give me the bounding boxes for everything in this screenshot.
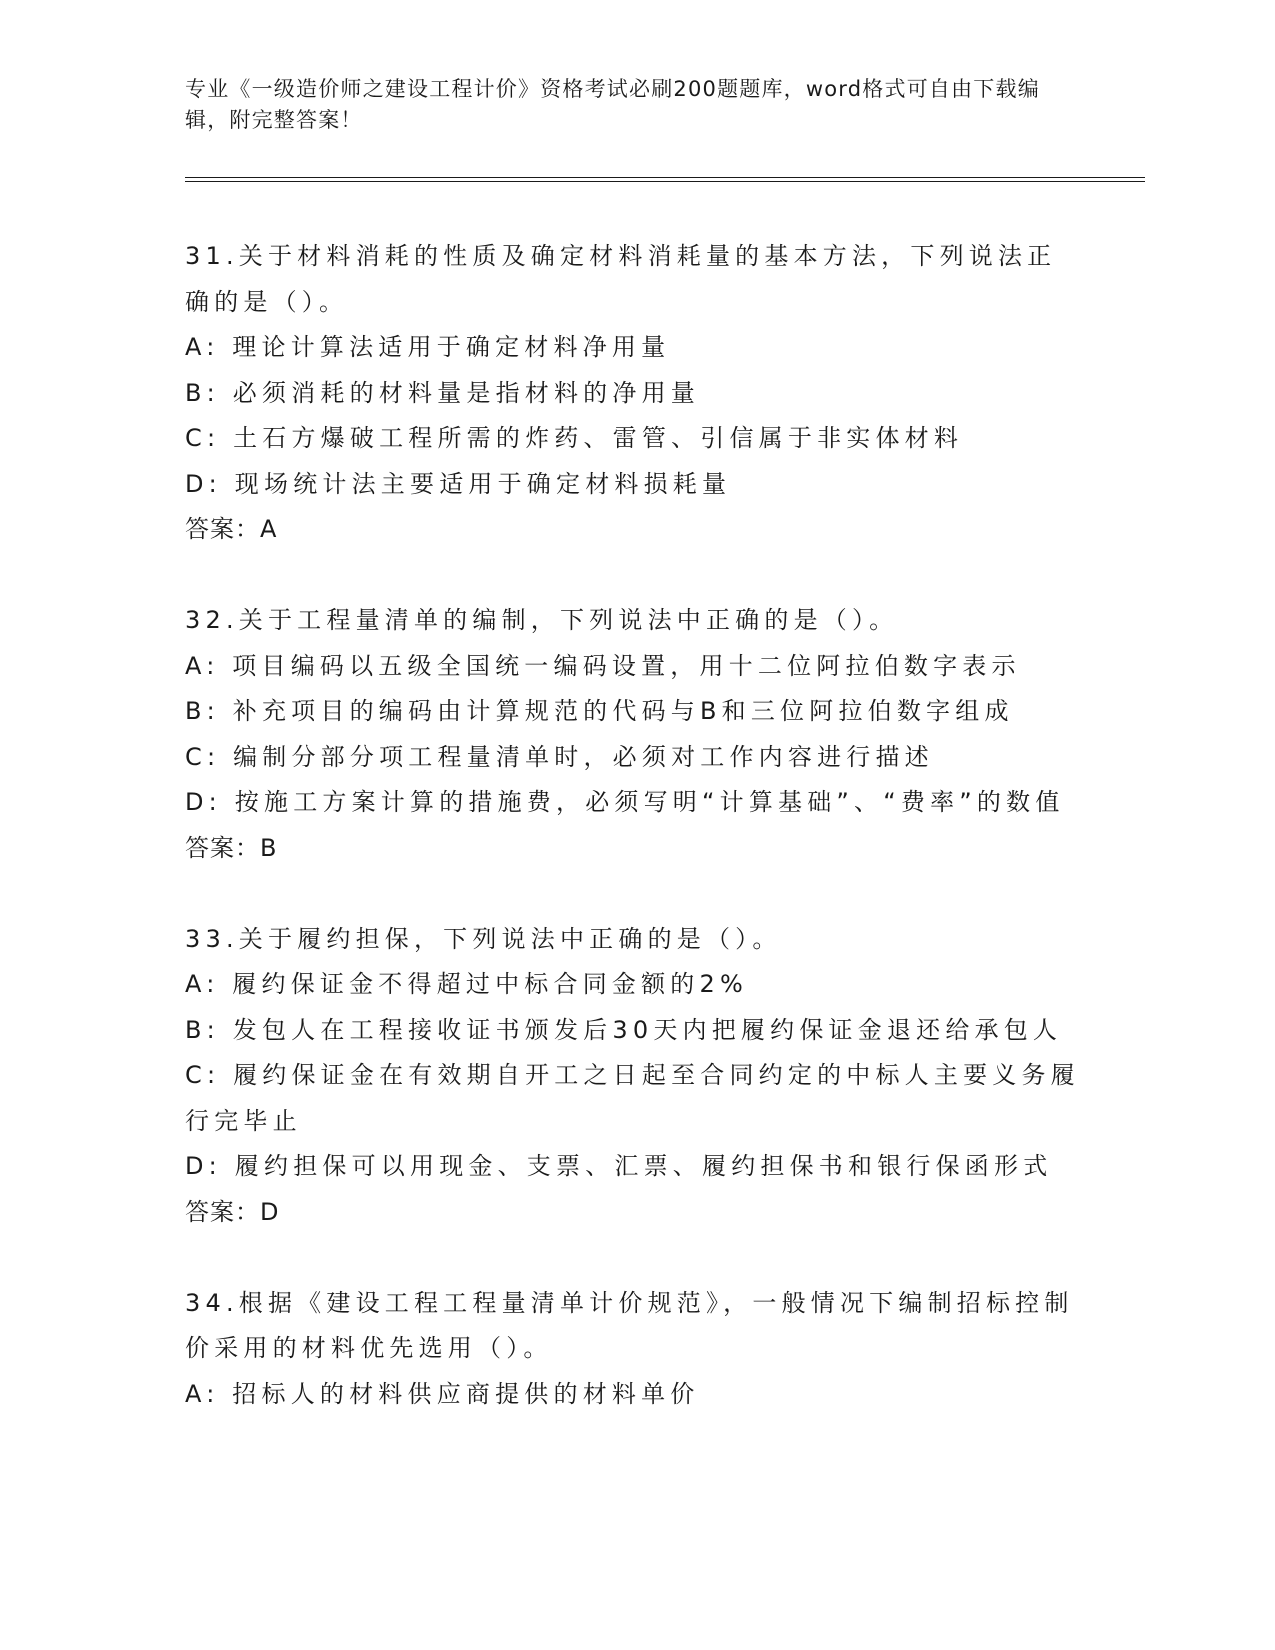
- question-stem: 34.根据《建设工程工程量清单计价规范》，一般情况下编制招标控制价采用的材料优先选用（）。: [185, 1288, 1074, 1362]
- question-stem: 31.关于材料消耗的性质及确定材料消耗量的基本方法，下列说法正确的是（）。: [185, 242, 1057, 316]
- question-32: [185, 598, 1085, 871]
- option-d: D: 履约担保可以用现金、支票、汇票、履约担保书和银行保函形式: [185, 1152, 1053, 1180]
- option-d: D: 按施工方案计算的措施费，必须写明“计算基础”、“费率”的数值: [185, 788, 1065, 816]
- option-a: A: 履约保证金不得超过中标合同金额的2%: [185, 970, 748, 998]
- option-b: B: 补充项目的编码由计算规范的代码与B和三位阿拉伯数字组成: [185, 697, 1014, 725]
- question-stem: 32.关于工程量清单的编制，下列说法中正确的是（）。: [185, 606, 899, 634]
- header-divider-bottom: [185, 181, 1145, 182]
- question-33: [185, 917, 1085, 1236]
- option-a: A: 理论计算法适用于确定材料净用量: [185, 333, 671, 361]
- document-header: 专业《一级造价师之建设工程计价》资格考试必刷200题题库，word格式可自由下载编辑，附完整答案！: [185, 77, 1040, 132]
- header-divider-top: [185, 177, 1145, 178]
- option-a: A: 项目编码以五级全国统一编码设置，用十二位阿拉伯数字表示: [185, 651, 1021, 680]
- option-a: A: 招标人的材料供应商提供的材料单价: [185, 1379, 700, 1408]
- option-b: B: 必须消耗的材料量是指材料的净用量: [185, 378, 700, 407]
- question-stem: 33.关于履约担保，下列说法中正确的是（）。: [185, 924, 782, 953]
- option-c: C: 编制分部分项工程量清单时，必须对工作内容进行描述: [185, 742, 934, 771]
- question-list: [185, 234, 1085, 1463]
- option-b: B: 发包人在工程接收证书颁发后30天内把履约保证金退还给承包人: [185, 1015, 1063, 1044]
- question-31: [185, 234, 1085, 553]
- answer: 答案：B: [185, 833, 278, 862]
- answer: 答案：A: [185, 515, 278, 543]
- answer: 答案：D: [185, 1197, 280, 1226]
- option-c: C: 履约保证金在有效期自开工之日起至合同约定的中标人主要义务履行完毕止: [185, 1061, 1080, 1135]
- option-d: D: 现场统计法主要适用于确定材料损耗量: [185, 469, 732, 498]
- question-34: [185, 1281, 1085, 1418]
- option-c: C: 土石方爆破工程所需的炸药、雷管、引信属于非实体材料: [185, 424, 964, 452]
